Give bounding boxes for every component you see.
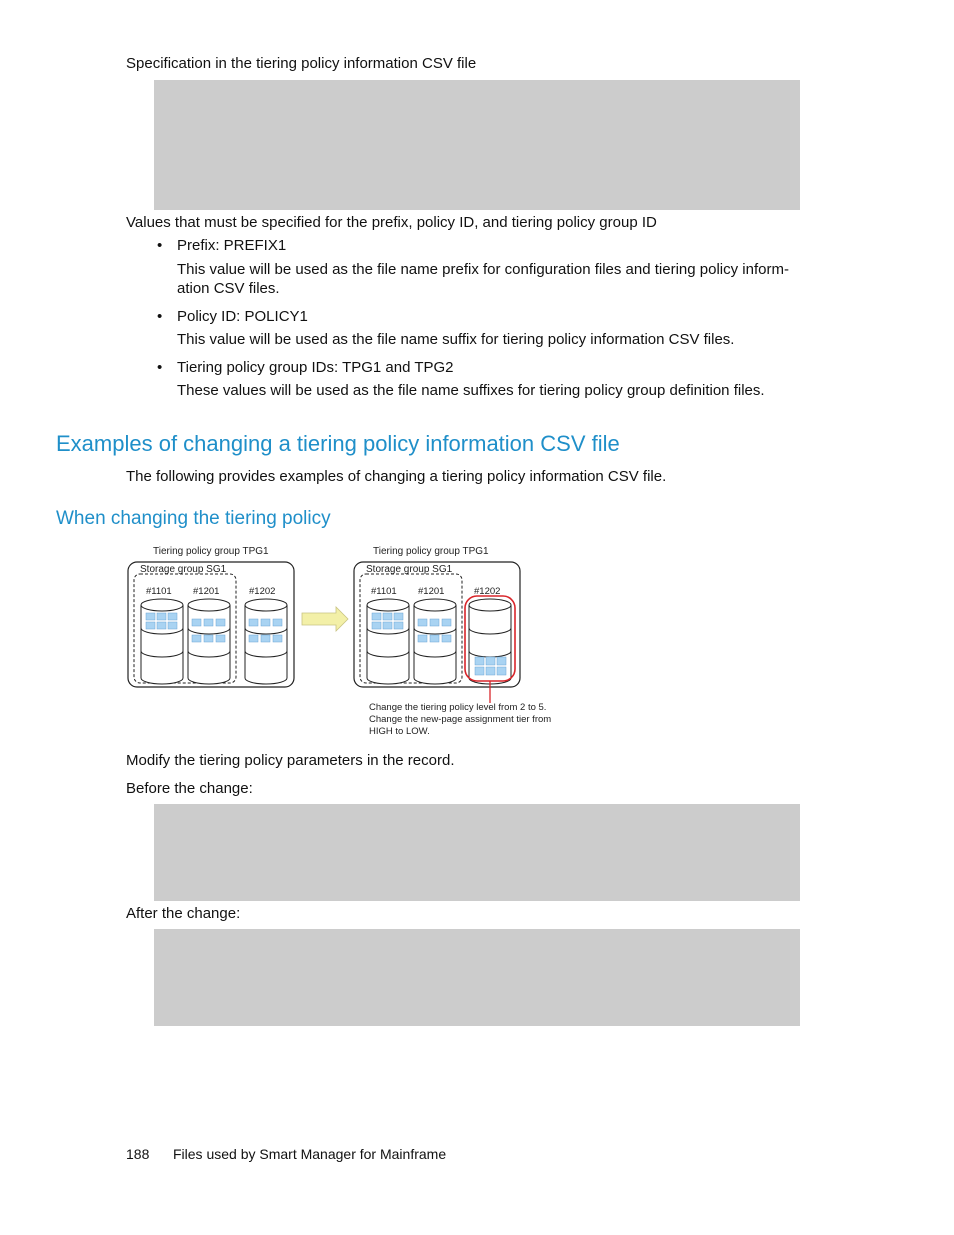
- left-volume-label: #1101: [146, 586, 172, 597]
- bullet-groups-desc: These values will be used as the file name suffixes for tiering policy group definition files.: [177, 382, 765, 399]
- bullet-marker: •: [157, 308, 163, 325]
- right-volume-label: #1101: [371, 586, 397, 597]
- code-block-spec: [154, 80, 800, 210]
- section-intro: The following provides examples of changing a tiering policy information CSV file.: [126, 468, 667, 485]
- after-change-label: After the change:: [126, 905, 241, 922]
- footer-title: Files used by Smart Manager for Mainframe: [173, 1146, 447, 1162]
- right-group-label: Tiering policy group TPG1: [373, 546, 489, 557]
- diagram-left-panel: [128, 546, 294, 687]
- bullet-prefix-title: Prefix: PREFIX1: [177, 237, 287, 254]
- right-volume-label: #1202: [474, 586, 501, 597]
- bullet-prefix-desc-line1: This value will be used as the file name prefix for configuration files and tiering policy inform-: [177, 261, 789, 278]
- bullet-groups-title: Tiering policy group IDs: TPG1 and TPG2: [177, 359, 454, 376]
- left-volume-label: #1201: [193, 586, 220, 597]
- right-volume-label: #1201: [418, 586, 445, 597]
- left-group-label: Tiering policy group TPG1: [153, 546, 269, 557]
- bullet-marker: •: [157, 359, 163, 376]
- left-volume-label: #1202: [249, 586, 276, 597]
- page-number: 188: [126, 1146, 150, 1162]
- section-heading: Examples of changing a tiering policy information CSV file: [56, 431, 620, 456]
- right-volume-cylinder-1101: [367, 599, 409, 684]
- annotation-line-1: Change the tiering policy level from 2 to 5.: [369, 702, 547, 713]
- diagram-right-panel: [354, 546, 520, 703]
- left-volume-cylinder-1101: [141, 599, 183, 684]
- spec-label: Specification in the tiering policy information CSV file: [126, 55, 477, 72]
- modify-instruction: Modify the tiering policy parameters in the record.: [126, 752, 455, 769]
- left-storage-label: Storage group SG1: [140, 564, 227, 575]
- code-block-after: [154, 929, 800, 1026]
- subsection-heading: When changing the tiering policy: [56, 508, 331, 529]
- annotation-line-2: Change the new-page assignment tier from: [369, 714, 552, 725]
- bullet-policy-desc: This value will be used as the file name suffix for tiering policy information CSV files.: [177, 331, 735, 348]
- annotation-line-3: HIGH to LOW.: [369, 726, 430, 737]
- bullet-prefix-desc-line2: ation CSV files.: [177, 280, 280, 297]
- right-storage-label: Storage group SG1: [366, 564, 453, 575]
- before-change-label: Before the change:: [126, 780, 253, 797]
- tiering-policy-diagram: [120, 538, 580, 740]
- transition-arrow-icon: [302, 607, 348, 631]
- bullet-marker: •: [157, 237, 163, 254]
- bullet-policy-title: Policy ID: POLICY1: [177, 308, 308, 325]
- values-label: Values that must be specified for the prefix, policy ID, and tiering policy group ID: [126, 214, 657, 231]
- code-block-before: [154, 804, 800, 901]
